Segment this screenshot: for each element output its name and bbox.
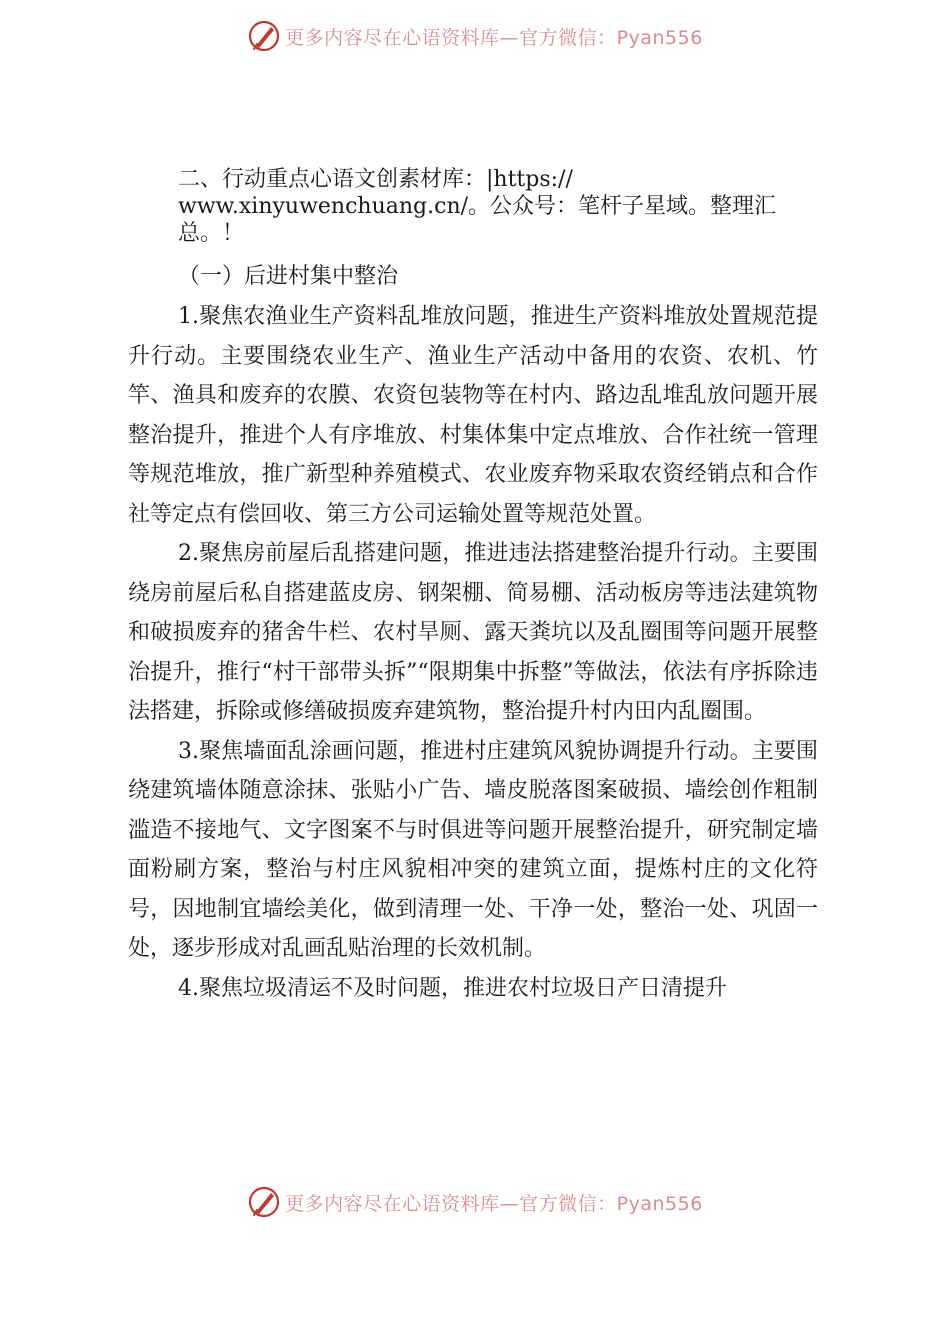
quill-pen-logo-icon <box>247 1185 281 1219</box>
heading-line: www.xinyuwenchuang.cn/。公众号：笔杆子星域。整理汇 <box>178 194 777 219</box>
heading-line: 二、行动重点心语文创素材库：|https:// <box>178 167 573 192</box>
quill-pen-logo-icon <box>247 19 281 53</box>
section-heading <box>128 166 818 247</box>
paragraph-2: 2.聚焦房前屋后乱搭建问题，推进违法搭建整治提升行动。主要围绕房前屋后私自搭建蓝皮房、钢架棚、简易棚、活动板房等违法建筑物和破损废弃的猪舍牛栏、农村旱厕、露天粪坑以及乱圈围等问题开展整治提升，推行“村干部带头拆”“限期集中拆整”等做法，依法有序拆除违法搭建，拆除或修缮破损废弃建筑物，整治提升村内田内乱圈围。 <box>128 541 818 724</box>
header-watermark-banner <box>0 16 950 56</box>
paragraph-4: 4.聚焦垃圾清运不及时问题，推进农村垃圾日产日清提升 <box>178 975 727 1001</box>
watermark-text: 更多内容尽在心语资料库—官方微信：Pyan556 <box>285 26 703 49</box>
document-body <box>128 166 818 1008</box>
paragraph-3: 3.聚焦墙面乱涂画问题，推进村庄建筑风貌协调提升行动。主要围绕建筑墙体随意涂抹、张贴小广告、墙皮脱落图案破损、墙绘创作粗制滥造不接地气、文字图案不与时俱进等问题开展整治提升，研究制定墙面粉刷方案，整治与村庄风貌相冲突的建筑立面，提炼村庄的文化符号，因地制宜墙绘美化，做到清理一处、干净一处，整治一处、巩固一处，逐步形成对乱画乱贴治理的长效机制。 <box>128 738 818 961</box>
subsection-heading: （一）后进村集中整治 <box>178 264 399 289</box>
heading-line: 总。！ <box>178 221 245 246</box>
footer-watermark-banner <box>0 1182 950 1222</box>
paragraph-1: 1.聚焦农渔业生产资料乱堆放问题，推进生产资料堆放处置规范提升行动。主要围绕农业生产、渔业生产活动中备用的农资、农机、竹竿、渔具和废弃的农膜、农资包装物等在村内、路边乱堆乱放问题开展整治提升，推进个人有序堆放、村集体集中定点堆放、合作社统一管理等规范堆放，推广新型种养殖模式、农业废弃物采取农资经销点和合作社等定点有偿回收、第三方公司运输处置等规范处置。 <box>128 304 818 527</box>
watermark-text: 更多内容尽在心语资料库—官方微信：Pyan556 <box>285 1192 703 1215</box>
